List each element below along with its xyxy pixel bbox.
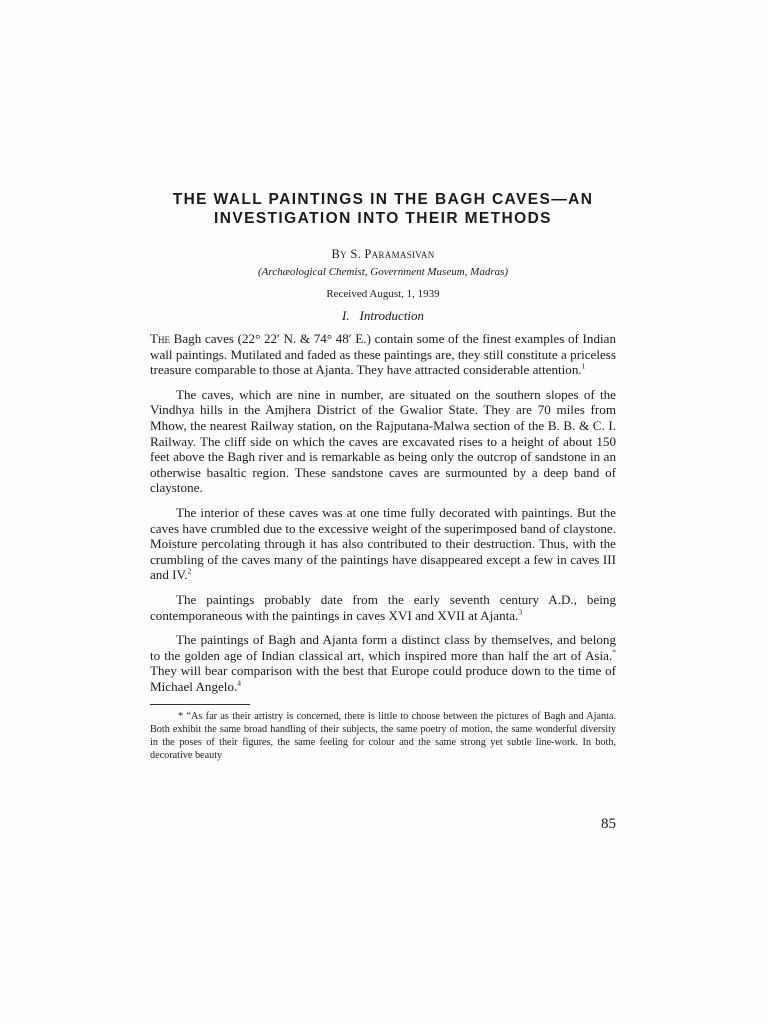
- footnote-reference: 3: [518, 607, 523, 617]
- footnote-marker: *: [178, 711, 184, 723]
- section-title: Introduction: [359, 308, 425, 323]
- footnote-reference: 2: [187, 566, 192, 576]
- paragraph-text: The interior of these caves was at one time fully decorated with paintings. But the caves have crumbled due to the excessive weight of the superimposed band of claystone. Moisture percolating through it has also contributed to their destruction. Thus, with the crumbling of the caves many of the paintings have disappeared except a few in caves III and IV.: [150, 504, 616, 583]
- author-byline: By S. Paramasivan: [331, 247, 435, 261]
- paragraph-text: The paintings of Bagh and Ajanta form a distinct class by themselves, and belong to the golden age of Indian classical art, which inspired more than half the art of Asia.: [150, 632, 616, 663]
- author-affiliation: (Archæological Chemist, Government Museum, Madras): [257, 266, 509, 278]
- paragraph: [150, 505, 616, 583]
- footnote-reference: *: [612, 647, 616, 657]
- paragraph-text-continued: They will bear comparison with the best that Europe could produce down to the time of Michael Angelo.: [150, 663, 616, 694]
- article-title: [150, 190, 616, 228]
- footnote-text: “As far as their artistry is concerned, there is little to choose between the pictures of Bagh and Ajanta. Both exhibit the same broad handling of their subjects, the same poetry of motion, the same wonderful diversity in the poses of their figures, the same feeling for colour and the same strong yet subtle line-work. In both, decorative beauty: [150, 711, 617, 761]
- footnote: [150, 711, 616, 762]
- paragraph: [150, 632, 616, 694]
- footnote-divider: [150, 704, 250, 705]
- paragraph: [150, 592, 616, 623]
- paragraph: [150, 331, 616, 378]
- section-number: I.: [341, 308, 350, 323]
- paragraph-text: Bagh caves (22° 22′ N. & 74° 48′ E.) contain some of the finest examples of Indian wall paintings. Mutilated and faded as these paintings are, they still constitute a priceless treasure comparable to those at Ajanta. They have attracted considerable attention.: [150, 331, 616, 378]
- received-date: Received August, 1, 1939: [326, 288, 440, 300]
- footnote-reference: 4: [237, 678, 242, 688]
- section-heading: [150, 308, 616, 324]
- title-line-1: THE WALL PAINTINGS IN THE BAGH CAVES—AN: [172, 191, 594, 208]
- paragraph-text: The caves, which are nine in number, are situated on the southern slopes of the Vindhya hills in the Amjhera District of the Gwalior State. They are 70 miles from Mhow, the nearest Railway station, on the Rajputana-Malwa section of the B. B. & C. I. Railway. The cliff side on which the caves are excavated rises to a height of about 150 feet above the Bagh river and is remarkable as being only the outcrop of sandstone in an otherwise basaltic region. These sandstone caves are surmounted by a deep band of claystone.: [150, 386, 616, 496]
- paragraph-text: The paintings probably date from the early seventh century A.D., being contemporaneous with the paintings in caves XVI and XVII at Ajanta.: [150, 591, 616, 623]
- body-text: [150, 331, 616, 694]
- paragraph: [150, 387, 616, 496]
- footnote-reference: 1: [581, 361, 586, 371]
- page-number: 85: [601, 816, 616, 832]
- paragraph-lead-word: The: [150, 331, 170, 346]
- title-line-2: INVESTIGATION INTO THEIR METHODS: [214, 210, 552, 227]
- article-column: [150, 190, 616, 763]
